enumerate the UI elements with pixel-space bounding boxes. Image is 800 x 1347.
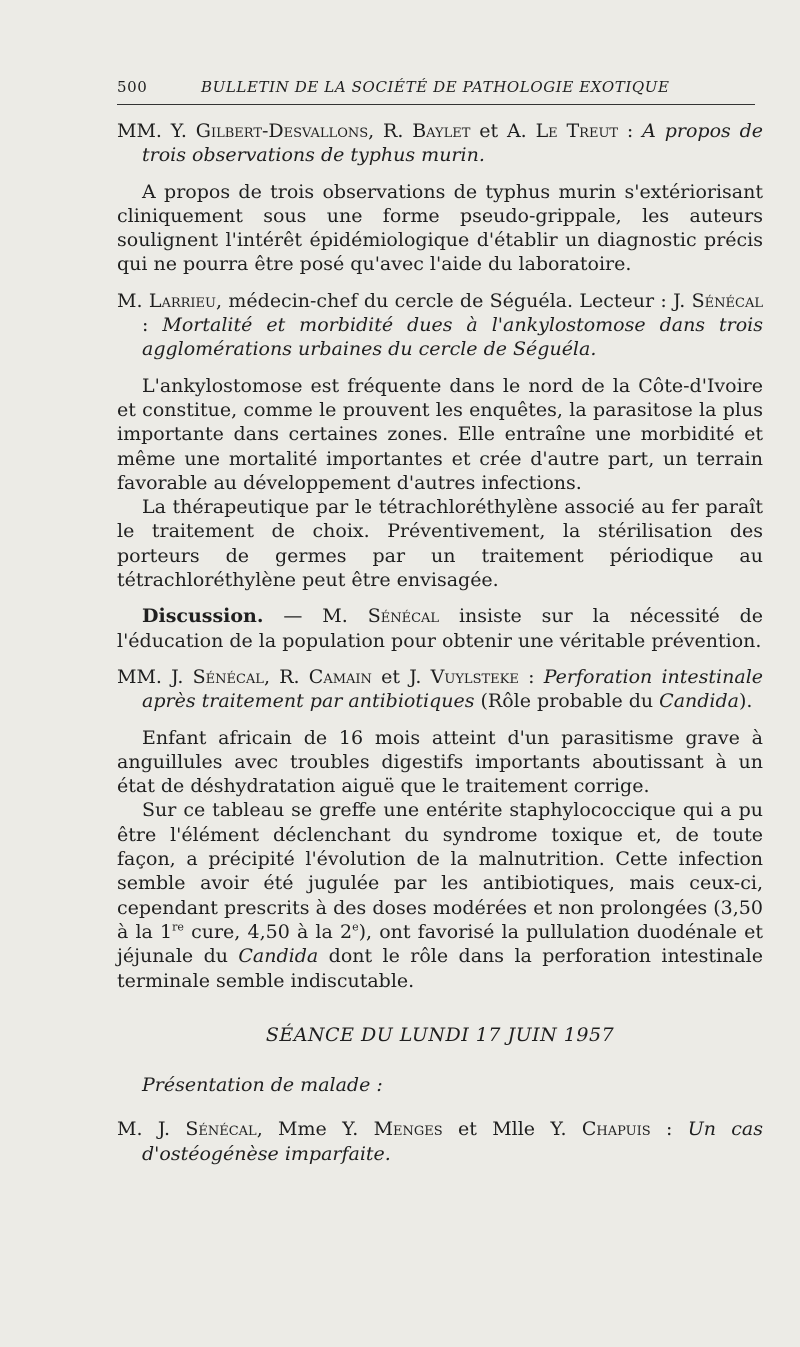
author-name: Chapuis xyxy=(581,1118,651,1141)
author-name: Vuylsteke xyxy=(430,665,519,688)
author-name: Le Treut xyxy=(535,120,619,142)
author-name: Baylet xyxy=(412,120,471,142)
author-name: Sénécal xyxy=(367,605,440,628)
entry-ankylostomose: M. Larrieu, médecin-chef du cercle de Séguéla. Lecteur : J. Sénécal : Mortalité et morbidité dues à l'ankylostomose dans trois agglomérations urbaines du cercle de Séguéla. xyxy=(117,289,764,361)
subsection-heading: Présentation de malade : xyxy=(142,1074,383,1097)
discussion-paragraph: Discussion. — M. Sénécal insiste sur la nécessité de l'éducation de la population pour obtenir une véritable prévention. xyxy=(117,605,763,652)
abstract-paragraph: Enfant africain de 16 mois atteint d'un parasitisme grave à anguillules avec troubles digestifs importants aboutissant à un état de déshydratation aiguë que le traitement corrige. xyxy=(117,726,763,798)
header-rule xyxy=(117,104,755,105)
entry-title: Perforation intestinale après traitement par antibiotiques xyxy=(142,665,764,713)
entry-title: A propos de trois observations de typhus murin. xyxy=(142,120,763,167)
abstract-paragraph: La thérapeutique par le tétrachloréthylène associé au fer paraît le traitement de choix. Préventivement, la stérilisation des porteurs de germes par un traitement périodique au tétrachloréthylène peut être envisagée. xyxy=(117,496,763,592)
entry-title: Un cas d'ostéogénèse imparfaite. xyxy=(142,1118,763,1165)
abstract-paragraph: L'ankylostomose est fréquente dans le nord de la Côte-d'Ivoire et constitue, comme le prouvent les enquêtes, la parasitose la plus importante dans certaines zones. Elle entraîne une morbidité et même une mortalité importantes et crée d'autre part, un terrain favorable au développement d'autres infections. xyxy=(117,374,763,494)
author-name: Sénécal xyxy=(192,665,264,688)
entry-typhus-murin: MM. Y. Gilbert-Desvallons, R. Baylet et A. Le Treut : A propos de trois observations de typhus murin. xyxy=(117,120,763,167)
entry-title: Mortalité et morbidité dues à l'ankylostomose dans trois agglomérations urbaines du cercle de Séguéla. xyxy=(142,314,764,361)
author-name: Camain xyxy=(308,665,372,688)
author-name: Sénécal xyxy=(691,289,763,312)
author-name: Larrieu xyxy=(148,289,217,312)
author-name: Sénécal xyxy=(185,1118,257,1141)
discussion-label: Discussion. xyxy=(142,605,264,628)
running-title: BULLETIN DE LA SOCIÉTÉ DE PATHOLOGIE EXOTIQUE xyxy=(201,78,670,96)
entry-perforation: MM. J. Sénécal, R. Camain et J. Vuylsteke : Perforation intestinale après traitement par antibiotiques (Rôle probable du Candida). xyxy=(117,665,764,713)
author-name: Gilbert-Desvallons xyxy=(195,120,369,142)
author-name: Menges xyxy=(373,1118,443,1141)
running-header xyxy=(117,76,755,96)
page-number: 500 xyxy=(117,78,148,96)
entry-osteogenese: M. J. Sénécal, Mme Y. Menges et Mlle Y. Chapuis : Un cas d'ostéogénèse imparfaite. xyxy=(117,1118,763,1165)
abstract-paragraph: A propos de trois observations de typhus murin s'extériorisant cliniquement sous une forme pseudo-grippale, les auteurs soulignent l'intérêt épidémiologique d'établir un diagnostic précis qui ne pourra être posé qu'avec l'aide du laboratoire. xyxy=(117,180,763,276)
abstract-paragraph: Sur ce tableau se greffe une entérite staphylococcique qui a pu être l'élément déclenchant du syndrome toxique et, de toute façon, a précipité l'évolution de la malnutrition. Cette infection semble avoir été jugulée par les antibiotiques, mais ceux-ci, cependant prescrits à des doses modérées et non prolongées (3,50 à la 1re cure, 4,50 à la 2e), ont favorisé la pullulation duodénale et jéjunale du Candida dont le rôle dans la perforation intestinale terminale semble indiscutable. xyxy=(117,799,763,992)
session-heading: SÉANCE DU LUNDI 17 JUIN 1957 xyxy=(265,1023,615,1046)
text-column xyxy=(117,119,763,1166)
